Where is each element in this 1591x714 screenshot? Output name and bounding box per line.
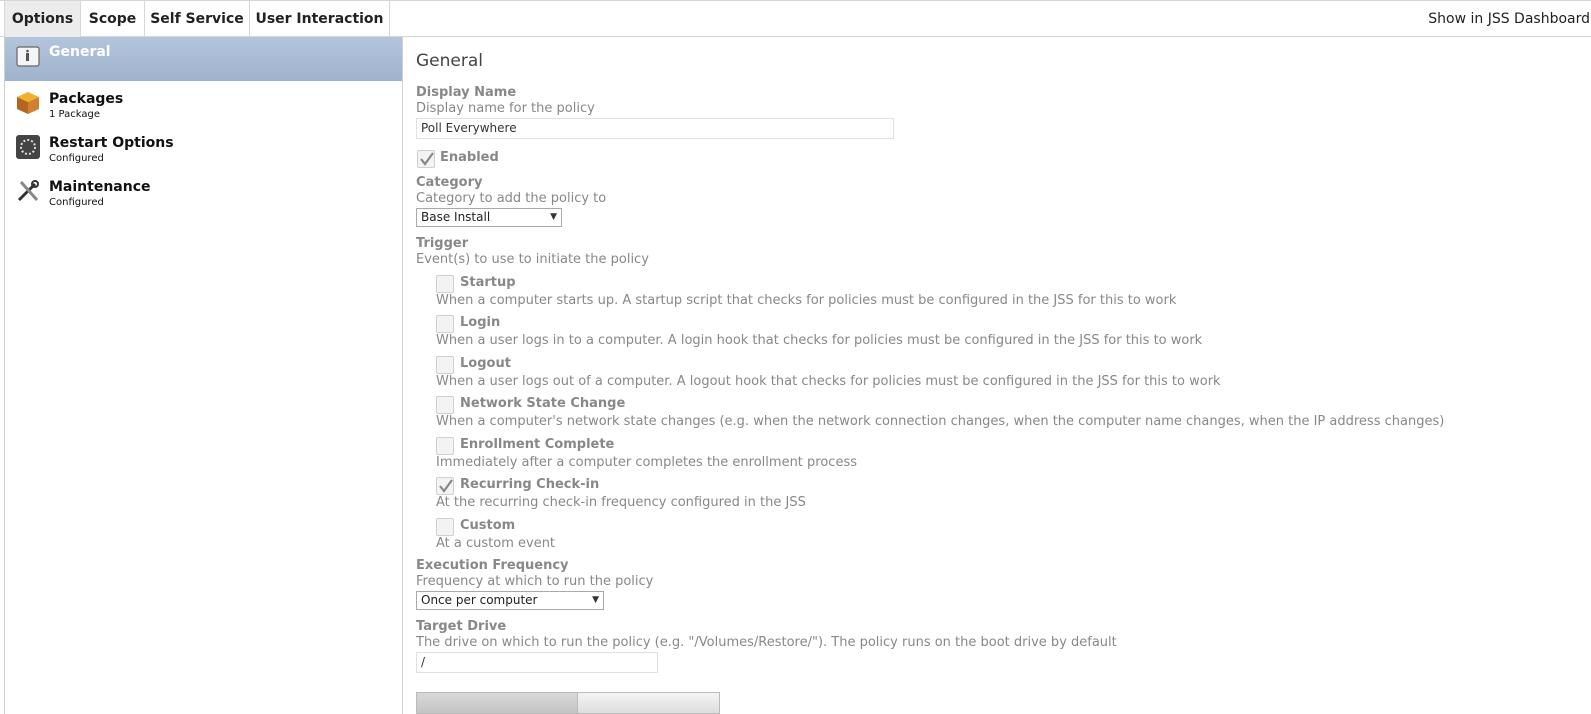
show-in-dashboard-link[interactable]: Show in JSS Dashboard [1428,11,1590,27]
enabled-label: Enabled [440,150,499,165]
category-value: Base Install [421,210,491,224]
execution-frequency-label: Execution Frequency [416,558,569,573]
target-drive-desc: The drive on which to run the policy (e.g. "/Volumes/Restore/"). The policy runs on the boot drive by default [416,635,1117,650]
sidebar-item-restart-options[interactable] [5,128,402,172]
category-label: Category [416,175,483,190]
sidebar [4,37,403,714]
trigger-desc: Event(s) to use to initiate the policy [416,252,649,267]
trigger-label: Trigger [416,236,469,251]
startup-desc: When a computer starts up. A startup script that checks for policies must be configured in the JSS for this to work [436,293,1177,308]
sidebar-item-sub: Configured [49,197,104,208]
login-checkbox[interactable] [436,315,454,333]
category-select[interactable] [416,208,562,227]
category-desc: Category to add the policy to [416,191,607,206]
sidebar-item-general[interactable] [5,37,402,81]
sidebar-item-label: Maintenance [49,179,151,195]
sidebar-item-label: Restart Options [49,135,174,151]
sidebar-item-maintenance[interactable] [5,172,402,216]
custom-desc: At a custom event [436,536,556,551]
network-state-change-checkbox[interactable] [436,396,454,414]
tab-scope[interactable]: Scope [81,1,145,37]
sidebar-item-sub: Configured [49,153,104,164]
tab-self-service[interactable]: Self Service [145,1,250,37]
execution-frequency-select[interactable] [416,591,604,610]
restart-icon [15,134,41,160]
dropdown-arrow-icon: ▼ [592,595,599,605]
sidebar-item-label: Packages [49,91,124,107]
startup-checkbox[interactable] [436,275,454,293]
startup-label: Startup [460,275,516,290]
execution-frequency-value: Once per computer [421,593,538,607]
tools-icon [15,178,41,204]
logout-desc: When a user logs out of a computer. A logout hook that checks for policies must be configured in the JSS for this to work [436,374,1221,389]
execution-frequency-desc: Frequency at which to run the policy [416,574,654,589]
tab-bar [0,0,1591,37]
logout-checkbox[interactable] [436,356,454,374]
tab-options[interactable]: Options [4,1,81,37]
sidebar-item-label: General [49,44,111,60]
enrollment-complete-checkbox[interactable] [436,437,454,455]
custom-checkbox[interactable] [436,518,454,536]
recurring-check-in-checkbox[interactable] [436,477,454,495]
enrollment-complete-label: Enrollment Complete [460,437,615,452]
enabled-checkbox[interactable] [417,150,435,168]
sidebar-item-sub: 1 Package [49,109,100,120]
network-state-change-label: Network State Change [460,396,626,411]
display-name-input[interactable]: Poll Everywhere [416,118,894,139]
display-name-label: Display Name [416,85,517,100]
sidebar-item-packages[interactable] [5,84,402,128]
tab-user-interaction[interactable]: User Interaction [250,1,390,37]
login-label: Login [460,315,501,330]
recurring-check-in-label: Recurring Check-in [460,477,600,492]
target-drive-label: Target Drive [416,619,507,634]
target-drive-input[interactable]: / [416,652,658,673]
checkmark-icon [438,478,454,494]
action-button-secondary[interactable] [577,692,720,714]
login-desc: When a user logs in to a computer. A login hook that checks for policies must be configured in the JSS for this to work [436,333,1203,348]
logout-label: Logout [460,356,511,371]
custom-label: Custom [460,518,516,533]
enrollment-complete-desc: Immediately after a computer completes the enrollment process [436,455,857,470]
recurring-check-in-desc: At the recurring check-in frequency configured in the JSS [436,495,806,510]
main-panel [416,37,1586,714]
general-icon [15,43,41,69]
checkmark-icon [419,151,435,167]
action-button-primary[interactable] [416,692,578,714]
display-name-desc: Display name for the policy [416,101,595,116]
dropdown-arrow-icon: ▼ [550,212,557,222]
network-state-change-desc: When a computer's network state changes (e.g. when the network connection changes, when the computer name changes, when the IP address changes) [436,414,1445,429]
page-title: General [416,51,483,71]
package-icon [15,90,41,116]
